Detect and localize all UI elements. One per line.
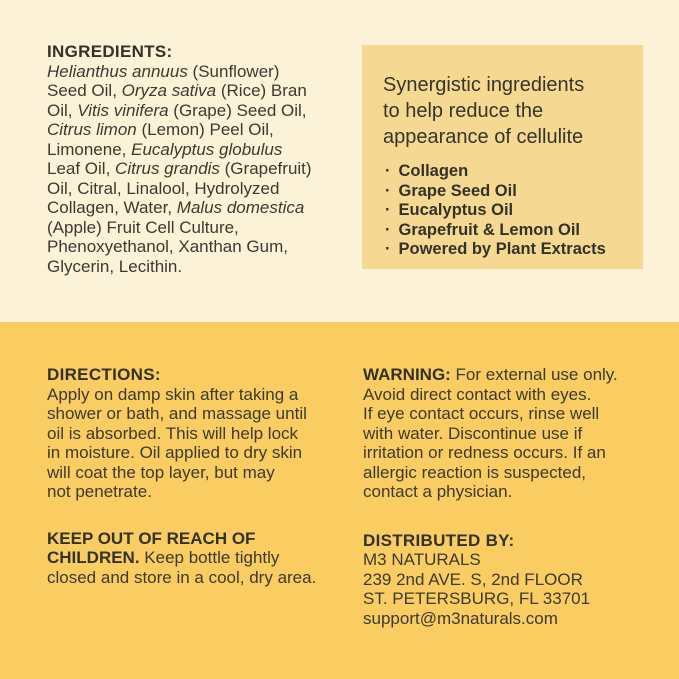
- bullet-label: Grape Seed Oil: [398, 181, 517, 200]
- text-line: Oil, Vitis vinifera (Grape) Seed Oil,: [47, 100, 307, 120]
- distributed-section: [363, 531, 669, 629]
- text-line: to help reduce the: [383, 100, 544, 122]
- text-line: CHILDREN. Keep bottle tightly: [47, 548, 280, 567]
- bullet-item: [383, 162, 625, 182]
- ingredients-section: [47, 42, 359, 276]
- ingredients-text: [47, 62, 359, 277]
- text-line: Leaf Oil, Citrus grandis (Grapefruit): [47, 159, 312, 178]
- text-line: M3 NATURALS: [363, 550, 481, 569]
- text-line: will coat the top layer, but may: [47, 462, 275, 482]
- text-line: not penetrate.: [47, 482, 152, 501]
- text-line: Glycerin, Lecithin.: [47, 256, 183, 276]
- benefits-box: [362, 45, 643, 269]
- text-line: with water. Discontinue use if: [363, 423, 583, 443]
- text-line: (Apple) Fruit Cell Culture,: [47, 217, 239, 237]
- bullet-label: Collagen: [398, 162, 469, 180]
- bullet-dot-icon: ·: [385, 240, 391, 258]
- text-line: contact a physician.: [363, 482, 513, 501]
- text-line: KEEP OUT OF REACH OF: [47, 528, 256, 548]
- text-line: 239 2nd AVE. S, 2nd FLOOR: [363, 569, 583, 589]
- text-line: Collagen, Water, Malus domestica: [47, 198, 305, 217]
- keep-out-text: [47, 529, 359, 588]
- text-line: appearance of cellulite: [383, 126, 584, 148]
- text-line: If eye contact occurs, rinse well: [363, 404, 600, 423]
- bullet-item: [383, 182, 625, 202]
- text-line: irritation or redness occurs. If an: [363, 443, 606, 462]
- text-line: Limonene, Eucalyptus globulus: [47, 139, 283, 159]
- bottom-right-column: [363, 365, 669, 628]
- warning-text: [363, 365, 669, 502]
- bullet-item: [383, 240, 625, 260]
- benefits-box-title: [383, 72, 625, 150]
- bottom-left-column: [47, 365, 359, 587]
- label-top-section: [0, 0, 679, 322]
- bullet-dot-icon: ·: [385, 162, 391, 180]
- text-line: Citrus limon (Lemon) Peel Oil,: [47, 120, 274, 139]
- text-line: Avoid direct contact with eyes.: [363, 384, 592, 404]
- benefits-bullet-list: [383, 162, 625, 260]
- ingredients-heading: INGREDIENTS:: [47, 42, 173, 61]
- text-line: WARNING: For external use only.: [363, 365, 618, 384]
- directions-text: [47, 385, 359, 502]
- bullet-dot-icon: ·: [385, 181, 391, 200]
- distributed-heading: DISTRIBUTED BY:: [363, 530, 515, 550]
- keep-out-section: [47, 529, 359, 588]
- text-line: Helianthus annuus (Sunflower): [47, 61, 280, 81]
- text-line: Phenoxyethanol, Xanthan Gum,: [47, 237, 288, 256]
- label-bottom-section: [0, 322, 679, 679]
- text-line: allergic reaction is suspected,: [363, 462, 587, 482]
- directions-section: [47, 365, 359, 502]
- warning-section: [363, 365, 669, 502]
- directions-heading: DIRECTIONS:: [47, 365, 161, 384]
- bullet-dot-icon: ·: [385, 220, 391, 239]
- bullet-item: [383, 201, 625, 221]
- text-line: in moisture. Oil applied to dry skin: [47, 443, 303, 462]
- bullet-label: Eucalyptus Oil: [398, 201, 514, 219]
- text-line: support@m3naturals.com: [363, 608, 558, 628]
- bullet-dot-icon: ·: [385, 201, 391, 219]
- text-line: Seed Oil, Oryza sativa (Rice) Bran: [47, 81, 307, 100]
- text-line: closed and store in a cool, dry area.: [47, 567, 317, 587]
- text-line: Apply on damp skin after taking a: [47, 384, 299, 404]
- text-line: Synergistic ingredients: [383, 74, 585, 96]
- bullet-item: [383, 221, 625, 241]
- bullet-label: Powered by Plant Extracts: [398, 240, 606, 258]
- text-line: shower or bath, and massage until: [47, 404, 307, 423]
- bullet-label: Grapefruit & Lemon Oil: [398, 220, 581, 239]
- text-line: oil is absorbed. This will help lock: [47, 423, 299, 443]
- text-line: ST. PETERSBURG, FL 33701: [363, 589, 591, 608]
- distributed-address: [363, 550, 669, 628]
- text-line: Oil, Citral, Linalool, Hydrolyzed: [47, 178, 280, 198]
